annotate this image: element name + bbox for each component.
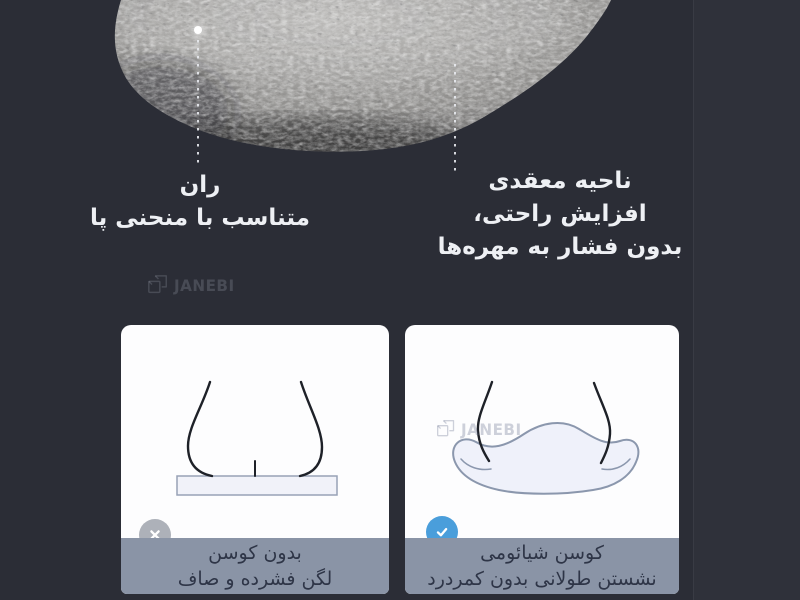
tailbone-callout-line3: بدون فشار به مهره‌ها (437, 234, 683, 260)
flat-seat-illustration (121, 325, 389, 538)
thigh-leader-line (197, 40, 199, 168)
thigh-marker-dot (194, 26, 202, 34)
janebi-watermark-card (435, 419, 525, 439)
tailbone-callout-line1: ناحیه معقدی (488, 168, 632, 194)
card-without-cushion (121, 325, 389, 594)
thigh-callout (69, 169, 331, 235)
janebi-logo-icon (435, 419, 457, 439)
with-caption-line1: کوسن شیائومی (480, 542, 604, 564)
janebi-watermark (146, 274, 238, 296)
thigh-callout-line1: ران (179, 172, 221, 198)
janebi-logo-icon (146, 274, 170, 296)
card-with-cushion (405, 325, 679, 594)
thigh-callout-line2: متناسب با منحنی پا (89, 205, 311, 231)
tailbone-callout-line2: افزایش راحتی، (473, 201, 647, 227)
tailbone-leader-line (454, 64, 456, 172)
without-caption-line2: لگن فشرده و صاف (177, 568, 333, 590)
with-cushion-caption (405, 538, 679, 594)
janebi-watermark-text: JANEBI (174, 275, 235, 295)
without-caption-line1: بدون کوسن (208, 542, 302, 564)
janebi-watermark-text: JANEBI (461, 419, 522, 439)
tailbone-callout (429, 165, 691, 264)
without-cushion-caption (121, 538, 389, 594)
with-caption-line2: نشستن طولانی بدون کمردرد (427, 568, 657, 590)
